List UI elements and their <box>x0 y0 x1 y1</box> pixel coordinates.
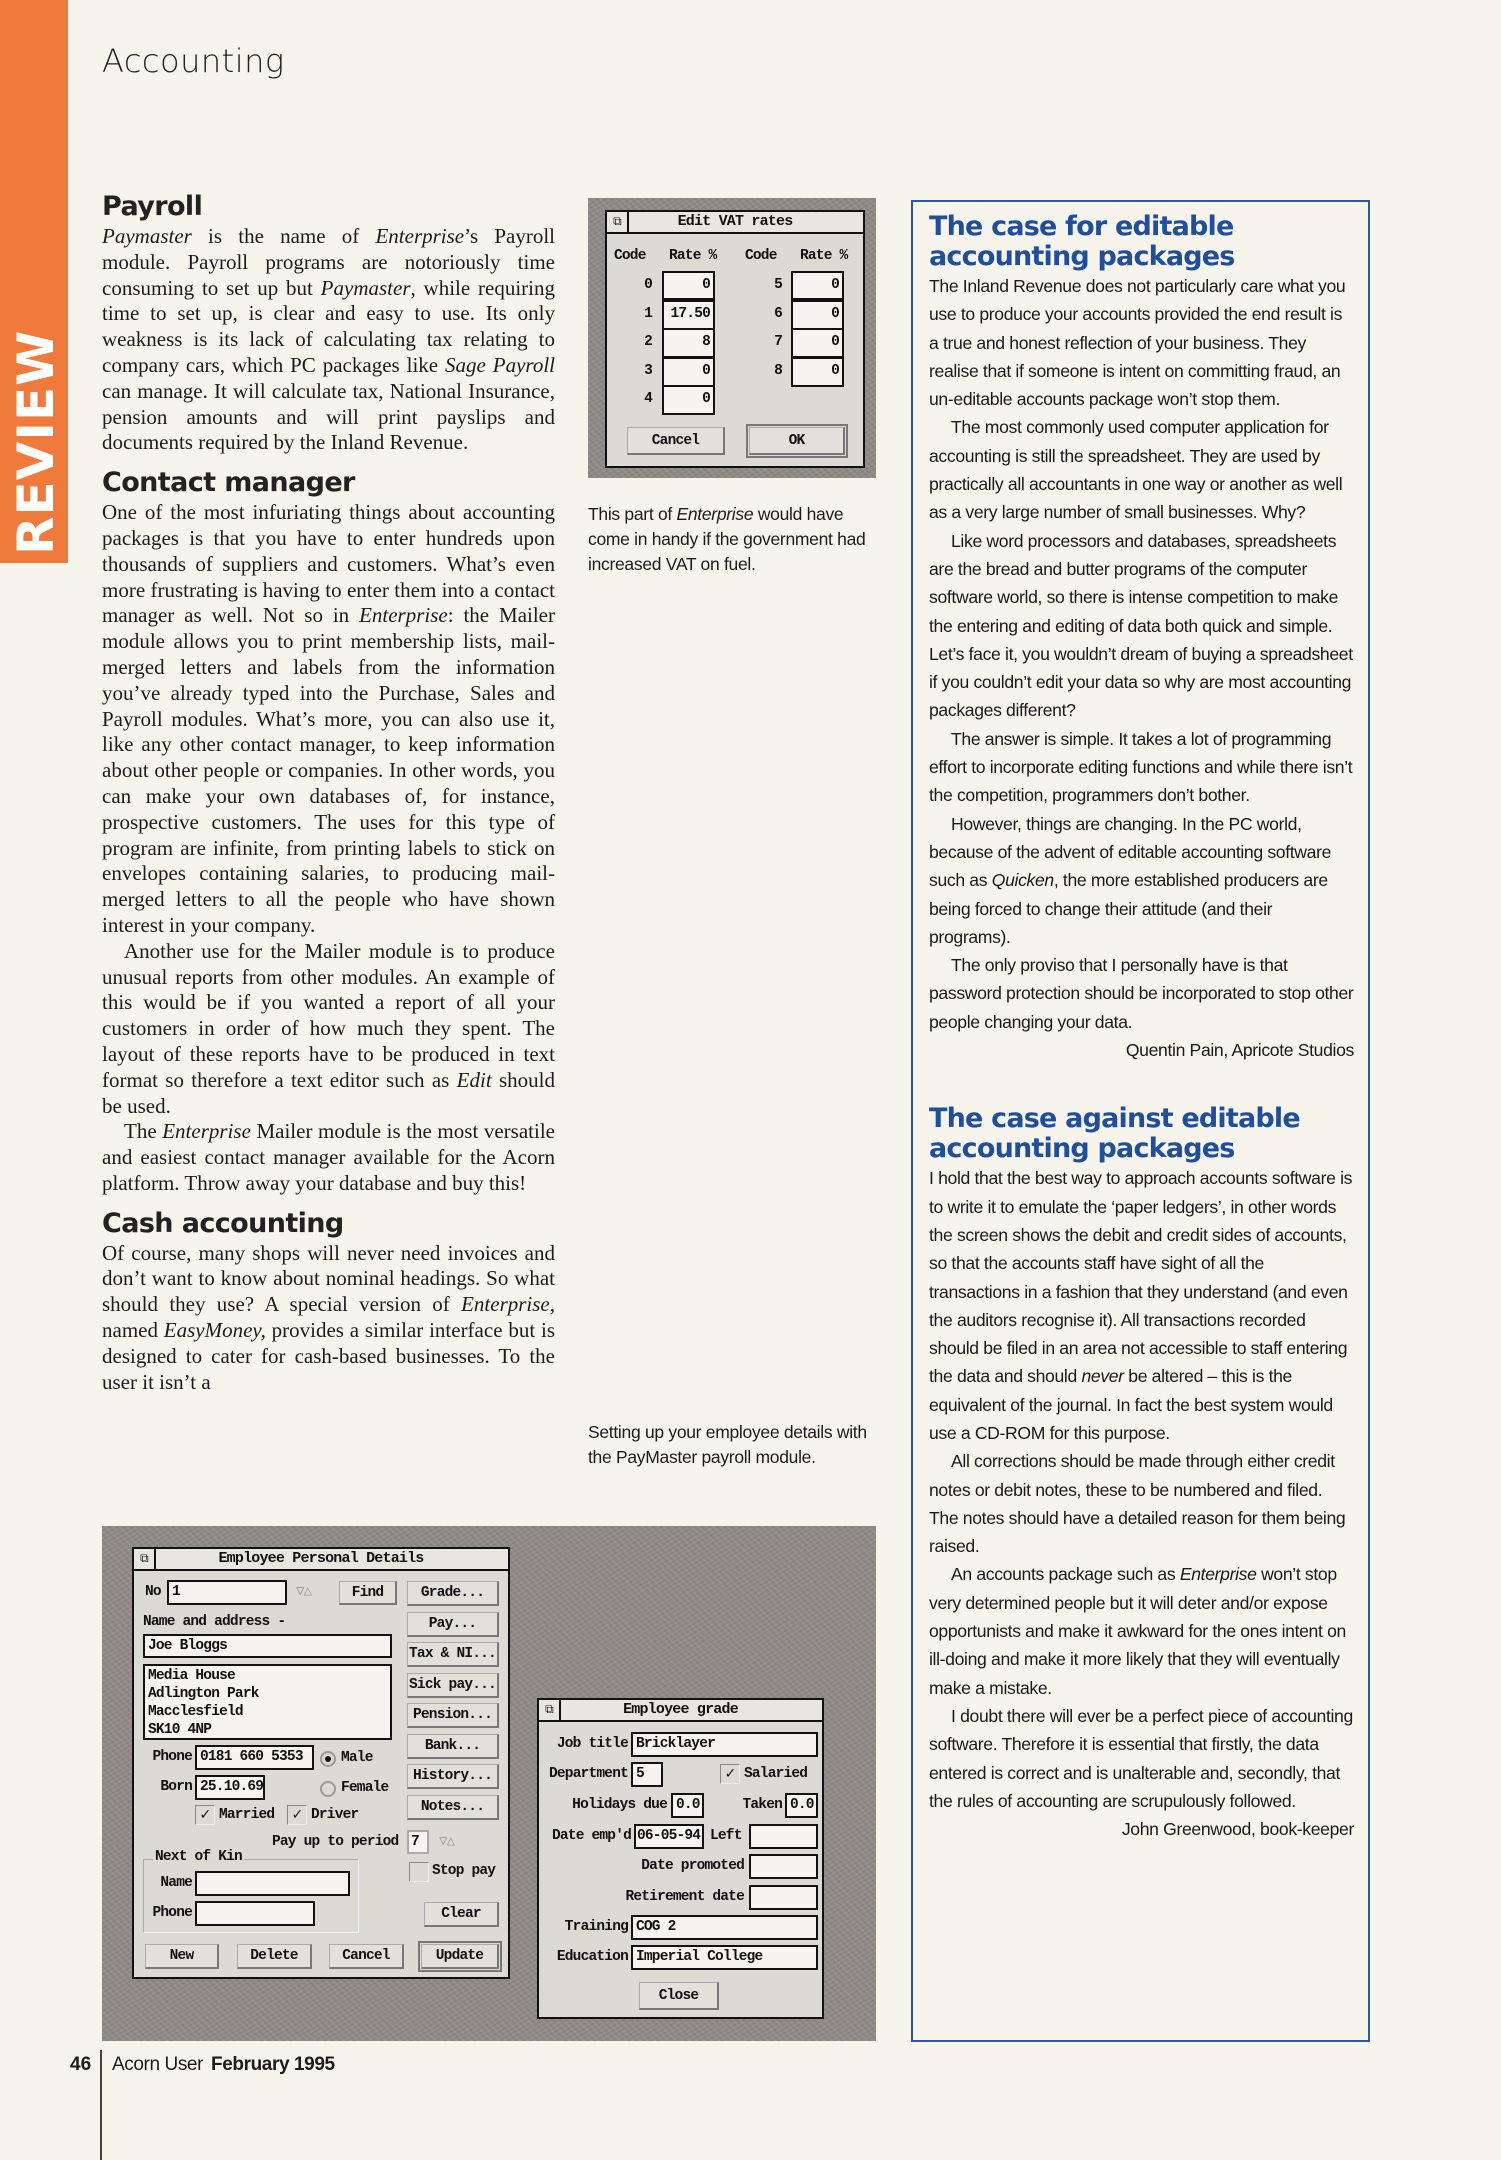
sidebar-paragraph: However, things are changing. In the PC world, because of the advent of editable accounting software such as Quicken, the more established producers are being forced to change their attitude (and their programs). <box>929 813 1332 947</box>
window-back-icon[interactable]: ⧉ <box>539 1700 561 1720</box>
sidebar-paragraph: I hold that the best way to approach accounts software is to write it to emulate the ‘paper ledgers’, in other words the screen shows the debit and credit sides of accounts, so that the accounts staff have sight of all the transactions in a fashion that they understand (and even the auditors recognise it). All transactions recorded should be filed in an area not accessible to staff entering the data and should never be altered – this is the equivalent of the journal. In fact the best system would use a CD-ROM for this purpose. <box>929 1168 1353 1443</box>
sidebar-heading-for: The case for editable accounting packages <box>929 211 1235 272</box>
employee-personal-details-dialog <box>132 1547 510 1979</box>
address-line: Media House <box>148 1668 235 1684</box>
taken-field[interactable]: 0.0 <box>785 1793 818 1818</box>
vat-caption: This part of Enterprise would have come in handy if the government had increased VAT on fuel. <box>588 504 866 574</box>
sidebar-paragraph: All corrections should be made through either credit notes or debit notes, these to be numbered and filed. The notes should have a detailed reason for them being raised. <box>929 1451 1346 1557</box>
kin-name-label: Name <box>160 1875 192 1891</box>
vat-code-label: 0 <box>644 277 652 293</box>
italic-text: Enterprise <box>461 1292 550 1317</box>
review-label: REVIEW <box>7 329 65 555</box>
vat-code-label: 8 <box>774 362 782 379</box>
page-number: 46 <box>70 2054 92 2075</box>
period-field[interactable]: 7 <box>407 1830 429 1854</box>
italic-text: Enterprise <box>162 1119 251 1144</box>
title-bar <box>539 1700 822 1722</box>
pension-button[interactable]: Pension... <box>407 1703 499 1728</box>
period-stepper-icon[interactable]: ▽△ <box>439 1834 455 1850</box>
vat-rate-field[interactable]: 0 <box>662 271 715 300</box>
signature: John Greenwood, book-keeper <box>1121 1819 1354 1840</box>
vat-screenshot <box>588 198 876 478</box>
dialog-title: Employee grade <box>623 1701 738 1718</box>
payroll-screenshot <box>102 1526 876 2041</box>
vat-code-label: 5 <box>774 277 782 293</box>
born-field[interactable]: 25.10.69 <box>195 1775 265 1800</box>
retirement-date-field[interactable] <box>749 1885 818 1910</box>
vat-code-label: 2 <box>644 334 652 351</box>
date-left-field[interactable] <box>749 1824 818 1849</box>
employee-no-field[interactable]: 1 <box>167 1580 287 1605</box>
date-employed-field[interactable]: 06-05-94 <box>634 1824 704 1849</box>
education-field[interactable]: Imperial College <box>631 1945 818 1970</box>
cancel-button[interactable]: Cancel <box>627 427 725 455</box>
close-button[interactable]: Close <box>639 1982 719 2010</box>
sidebar-paragraph: The Inland Revenue does not particularly care what you use to produce your accounts provided the end result is a true and honest reflection of your business. They realise that if someone is intent on committing fraud, an un-editable accounts package won’t stop them. <box>929 276 1346 410</box>
italic-text: EasyMoney, <box>163 1318 266 1343</box>
delete-button[interactable]: Delete <box>237 1944 312 1969</box>
sidebar-paragraph: The answer is simple. It takes a lot of programming effort to incorporate editing functions and while there isn’t the competition, programmers don’t bother. <box>929 728 1353 806</box>
holidays-due-label: Holidays due <box>572 1797 667 1813</box>
clear-button[interactable]: Clear <box>424 1902 499 1927</box>
dialog-title: Employee Personal Details <box>218 1550 424 1567</box>
department-field[interactable]: 5 <box>631 1762 663 1787</box>
update-button[interactable]: Update <box>421 1944 499 1969</box>
sidebar-heading-against: The case against editable accounting packages <box>929 1103 1300 1165</box>
grade-button[interactable]: Grade... <box>407 1581 499 1606</box>
find-button[interactable]: Find <box>339 1581 397 1605</box>
driver-checkbox[interactable]: ✓ <box>287 1805 307 1825</box>
vat-code-label: 6 <box>774 305 782 322</box>
publication-name: Acorn User <box>112 2054 204 2075</box>
address-line: SK10 4NP <box>148 1722 212 1738</box>
kin-phone-field[interactable] <box>195 1901 315 1926</box>
driver-label: Driver <box>311 1807 359 1823</box>
female-label: Female <box>341 1780 389 1796</box>
header-rate: Rate % <box>800 248 848 264</box>
holidays-due-field[interactable]: 0.0 <box>671 1793 704 1818</box>
training-field[interactable]: COG 2 <box>631 1915 818 1940</box>
header-code: Code <box>745 248 777 264</box>
paragraph: Of course, many shops will never need invoices and don’t want to know about nominal headings. So what should they use? A special version of Enterprise, named EasyMoney, provides a similar interface but is designed to cater for cash-based businesses. To the user it isn’t a <box>102 1240 555 1394</box>
male-radio[interactable] <box>320 1751 336 1767</box>
next-of-kin-label: Next of Kin <box>153 1845 244 1870</box>
header-rate: Rate % <box>669 248 717 264</box>
kin-name-field[interactable] <box>195 1871 350 1896</box>
vat-code-label: 7 <box>774 334 782 351</box>
salaried-label: Salaried <box>744 1766 808 1782</box>
title-bar <box>607 212 863 234</box>
vat-rate-field[interactable]: 0 <box>791 357 844 387</box>
vat-rate-field[interactable]: 0 <box>791 328 844 358</box>
italic-text: Edit <box>456 1067 492 1092</box>
date-promoted-field[interactable] <box>749 1854 818 1879</box>
phone-field[interactable]: 0181 660 5353 <box>195 1745 314 1770</box>
salaried-checkbox[interactable]: ✓ <box>720 1764 740 1784</box>
name-field[interactable]: Joe Bloggs <box>143 1634 392 1658</box>
vat-code-label: 4 <box>644 391 652 408</box>
period-label: Pay up to period <box>272 1834 399 1850</box>
vat-code-label: 3 <box>644 362 652 379</box>
edit-vat-dialog <box>605 210 865 468</box>
heading-cash-accounting: Cash accounting <box>102 1207 344 1239</box>
sidebar-paragraph: The most commonly used computer application for accounting is still the spreadsheet. They are used by practically all accountants in one way or another as well as a very large number of small businesses. Why? <box>929 417 1343 523</box>
page-footer <box>0 2050 600 2160</box>
window-back-icon[interactable]: ⧉ <box>134 1549 156 1569</box>
phone-label: Phone <box>152 1749 192 1765</box>
italic-text: Enterprise <box>375 224 465 248</box>
vat-rate-field[interactable]: 0 <box>791 300 844 330</box>
paragraph: The Enterprise Mailer module is the most versatile and easiest contact manager available for the Acorn platform. Throw away your database and buy this! <box>102 1119 555 1195</box>
italic-text: Enterprise <box>1179 1564 1257 1585</box>
window-back-icon[interactable]: ⧉ <box>607 212 629 232</box>
bank-button[interactable]: Bank... <box>407 1734 499 1759</box>
signature: Quentin Pain, Apricote Studios <box>1125 1040 1354 1061</box>
sidebar-paragraph: The only proviso that I personally have is that password protection should be incorporated to stop other people changing your data. <box>929 955 1354 1032</box>
italic-text: Quicken <box>991 870 1054 891</box>
retirement-date-label: Retirement date <box>625 1889 744 1905</box>
paragraph: One of the most infuriating things about accounting packages is that you have to enter hundreds upon thousands of suppliers and customers. What’s even more frustrating is having to enter them into a contact manager as well. Not so in Enterprise: the Mailer module allows you to print membership lists, mail-merged letters and labels from the information you’ve already typed into the Purchase, Sales and Payroll modules. What’s more, you can also use it, like any other contact manager, to keep information about other people or companies. In other words, you can make your own databases of, for instance, prospective customers. The uses for this type of program are infinite, from printing labels to stick on envelopes containing salaries, to producing mail-merged letters to all the people who have shown interest in your company. <box>102 500 555 937</box>
employee-grade-dialog <box>537 1698 824 2019</box>
no-label: No <box>145 1584 161 1600</box>
publication-line <box>112 2054 335 2076</box>
education-label: Education <box>556 1949 628 1965</box>
job-title-label: Job title <box>556 1736 628 1752</box>
history-button[interactable]: History... <box>407 1764 499 1789</box>
pay-button[interactable]: Pay... <box>407 1612 499 1637</box>
paragraph: Another use for the Mailer module is to produce unusual reports from other modules. An example of this would be if you wanted a report of all your customers in order of how much they spent. The layout of these reports have to be produced in text format so therefore a text editor such as Edit should be used. <box>102 938 555 1118</box>
vat-rate-field[interactable]: 0 <box>662 385 715 415</box>
issue-date: February 1995 <box>211 2054 335 2075</box>
stop-pay-checkbox[interactable] <box>409 1862 429 1882</box>
left-label: Left <box>710 1828 742 1844</box>
heading-payroll: Payroll <box>102 191 203 222</box>
training-label: Training <box>564 1919 628 1935</box>
address-field[interactable] <box>143 1664 392 1740</box>
sick-pay-button[interactable]: Sick pay... <box>407 1673 499 1698</box>
italic-text: Paymaster <box>320 275 411 300</box>
name-address-label: Name and address - <box>143 1614 286 1630</box>
header-code: Code <box>614 248 646 264</box>
date-promoted-label: Date promoted <box>641 1858 744 1874</box>
date-employed-label: Date emp'd <box>551 1828 631 1844</box>
vat-rate-field[interactable]: 17.50 <box>662 300 715 330</box>
job-title-field[interactable]: Bricklayer <box>631 1732 818 1757</box>
section-title: Accounting <box>102 42 285 80</box>
main-article <box>102 190 555 1395</box>
sidebar-paragraph: Like word processors and databases, spreadsheets are the bread and butter programs of the computer software world, so there is intense competition to make the entering and editing of data both quick and simple. Let’s face it, you wouldn’t dream of buying a spreadsheet if you couldn’t edit your data so why are most accounting packages different? <box>929 530 1353 721</box>
address-line: Adlington Park <box>148 1686 259 1702</box>
married-checkbox[interactable]: ✓ <box>195 1805 215 1825</box>
department-label: Department <box>548 1766 628 1782</box>
vat-rate-field[interactable]: 8 <box>662 328 715 358</box>
sidebar-paragraph: An accounts package such as Enterprise won’t stop very determined people but it will deter and/or expose opportunists and make it awkward for the ones intent on ill-doing and make it more likely that they will eventually make a mistake. <box>929 1564 1346 1698</box>
cancel-button[interactable]: Cancel <box>329 1944 404 1969</box>
italic-text: Enterprise <box>359 603 448 628</box>
title-bar <box>134 1549 508 1571</box>
vat-rate-field[interactable]: 0 <box>791 271 844 300</box>
taken-label: Taken <box>742 1797 782 1813</box>
new-button[interactable]: New <box>145 1944 219 1969</box>
tax-ni-button[interactable]: Tax & NI... <box>407 1642 499 1667</box>
footer-divider <box>100 2050 102 2160</box>
address-line: Macclesfield <box>148 1704 243 1720</box>
stepper-arrows-icon[interactable]: ▽△ <box>296 1584 312 1600</box>
dialog-title: Edit VAT rates <box>677 213 793 230</box>
payroll-caption: Setting up your employee details with the PayMaster payroll module. <box>588 1422 867 1467</box>
married-label: Married <box>219 1807 275 1823</box>
born-label: Born <box>160 1779 192 1795</box>
paragraph: Paymaster is the name of Enterprise’s Payroll module. Payroll programs are notoriously time consuming to set up but Paymaster, while requiring time to set up, is clear and easy to use. Its only weakness is its lack of calculating tax relating to company cars, which PC packages like Sage Payroll can manage. It will calculate tax, National Insurance, pension amounts and will print payslips and documents required by the Inland Revenue. <box>102 224 555 455</box>
italic-text: Sage Payroll <box>445 352 555 377</box>
sidebar-box <box>911 200 1370 2042</box>
heading-contact-manager: Contact manager <box>102 467 355 499</box>
italic-text: Paymaster <box>102 224 192 248</box>
italic-text: Enterprise <box>676 504 754 524</box>
vat-rate-field[interactable]: 0 <box>662 357 715 387</box>
italic-text: never <box>1081 1366 1124 1387</box>
ok-button[interactable]: OK <box>749 427 845 455</box>
notes-button[interactable]: Notes... <box>407 1795 499 1820</box>
male-label: Male <box>341 1750 373 1766</box>
vat-code-label: 1 <box>644 305 652 322</box>
stop-pay-label: Stop pay <box>432 1863 496 1879</box>
kin-phone-label: Phone <box>152 1905 192 1921</box>
sidebar-paragraph: I doubt there will ever be a perfect piece of accounting software. Therefore it is essential that firstly, the data entered is correct and is unalterable and, secondly, that the rules of accounting are scrupulously followed. <box>929 1705 1353 1811</box>
female-radio[interactable] <box>320 1781 336 1797</box>
